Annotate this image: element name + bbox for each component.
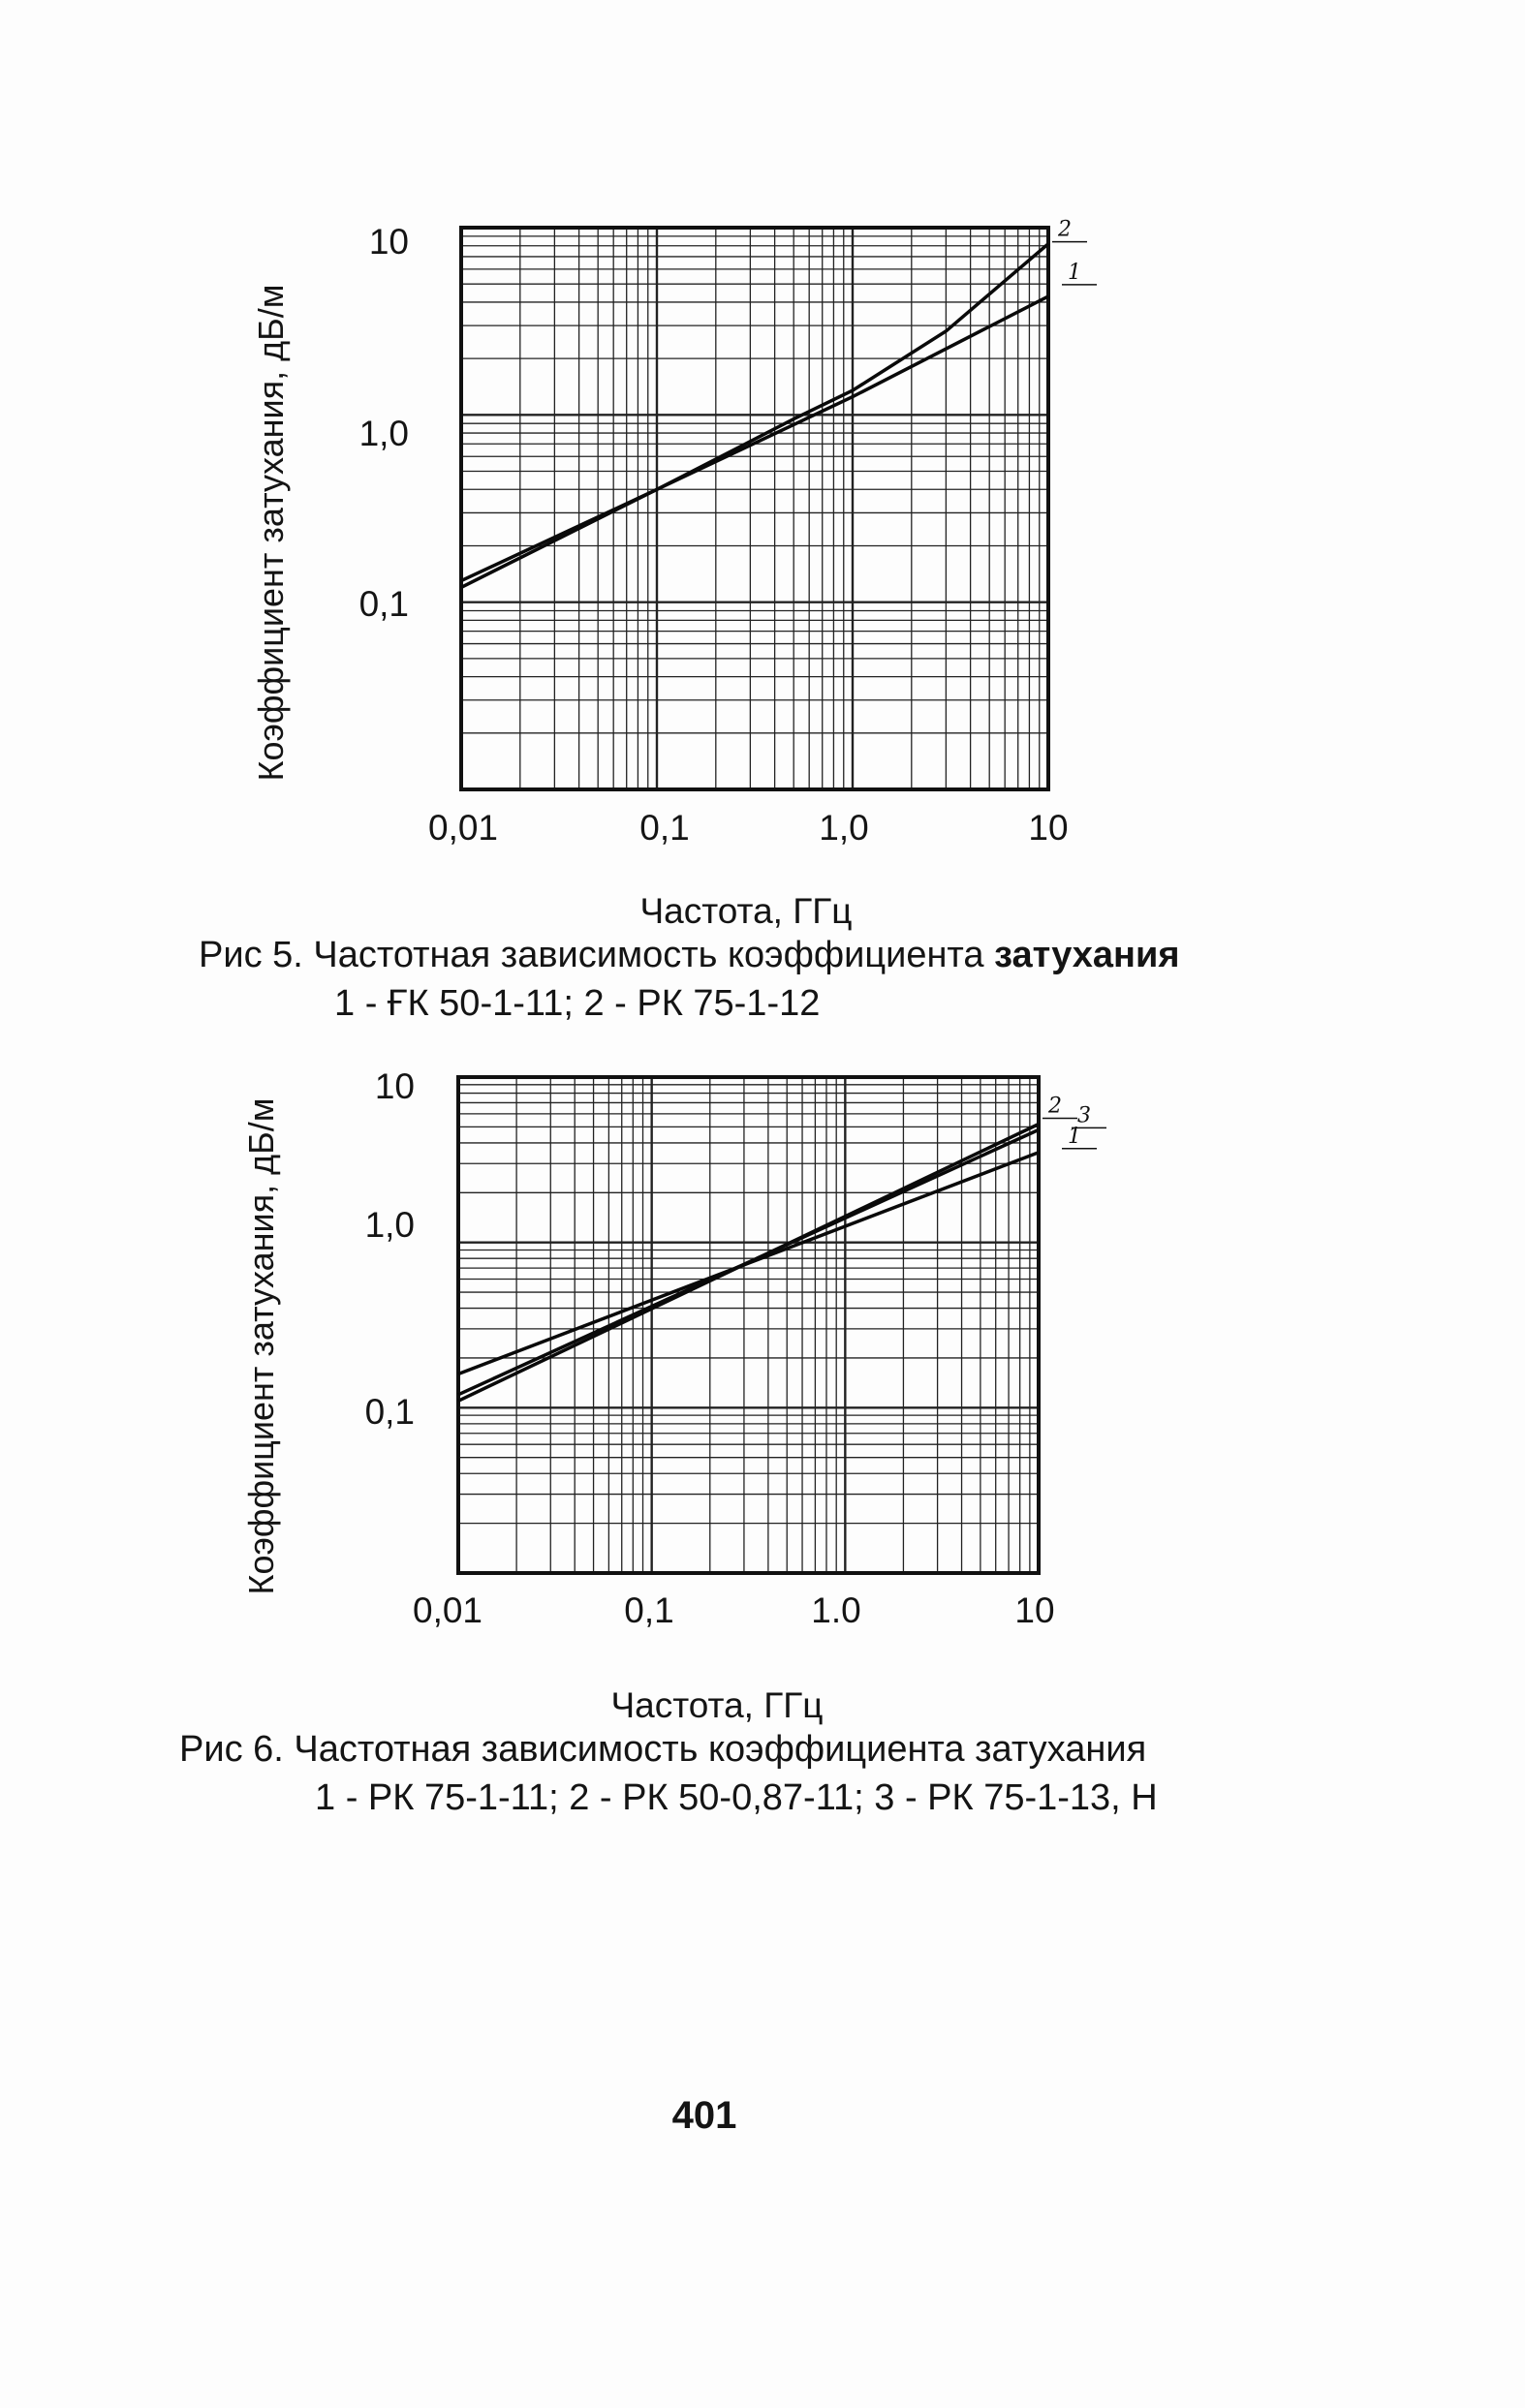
fig6-caption-legend: 1 - РК 75-1-11; 2 - РК 50-0,87-11; 3 - РК 75-1-13, Н: [315, 1777, 1158, 1818]
fig5-x-tick-10: 10: [1028, 808, 1069, 848]
fig6-series-3-label: 3: [1077, 1103, 1091, 1128]
fig5-y-tick-10: 10: [368, 222, 409, 262]
fig6-x-tick-1: 1.0: [811, 1590, 861, 1630]
fig5-x-tick-0.01: 0,01: [427, 808, 499, 848]
fig6-y-axis-label: Коэффициент затухания, дБ/м: [241, 1097, 281, 1595]
fig5-y-tick-0.1: 0,1: [358, 584, 409, 624]
fig6-x-tick-10: 10: [1014, 1590, 1055, 1630]
fig6-x-axis-label: Частота, ГГц: [610, 1685, 824, 1725]
fig5-plot-frame: [461, 228, 1048, 789]
fig6-plot-frame: [458, 1077, 1039, 1573]
fig6-y-tick-10: 10: [374, 1066, 415, 1106]
fig6-series-3-line: [458, 1129, 1039, 1394]
fig5-caption-legend: 1 - ҒК 50-1-11; 2 - РК 75-1-12: [334, 983, 821, 1024]
fig5-x-axis-label: Частота, ГГц: [639, 891, 853, 931]
fig6-series-2-label: 2: [1048, 1094, 1062, 1119]
fig6-x-tick-0.1: 0,1: [624, 1590, 674, 1630]
fig5-y-tick-1: 1,0: [358, 414, 409, 453]
fig5-series-2-label: 2: [1058, 217, 1072, 242]
fig6-y-tick-1: 1,0: [364, 1205, 415, 1245]
fig6-caption: Рис 6. Частотная зависимость коэффициента затухания: [179, 1729, 1147, 1770]
fig5-x-tick-0.1: 0,1: [639, 808, 690, 848]
fig5-x-tick-1: 1,0: [819, 808, 869, 848]
fig5-caption: Рис 5. Частотная зависимость коэффициента затухания: [199, 935, 1180, 975]
page-number: 401: [671, 2094, 737, 2137]
fig6-y-tick-0.1: 0,1: [364, 1392, 415, 1432]
fig5-series-1-label: 1: [1068, 260, 1081, 285]
fig5-y-axis-label: Коэффициент затухания, дБ/м: [251, 284, 291, 782]
fig6-series-1-label: 1: [1068, 1124, 1081, 1149]
fig6-x-tick-0.01: 0,01: [412, 1590, 483, 1630]
